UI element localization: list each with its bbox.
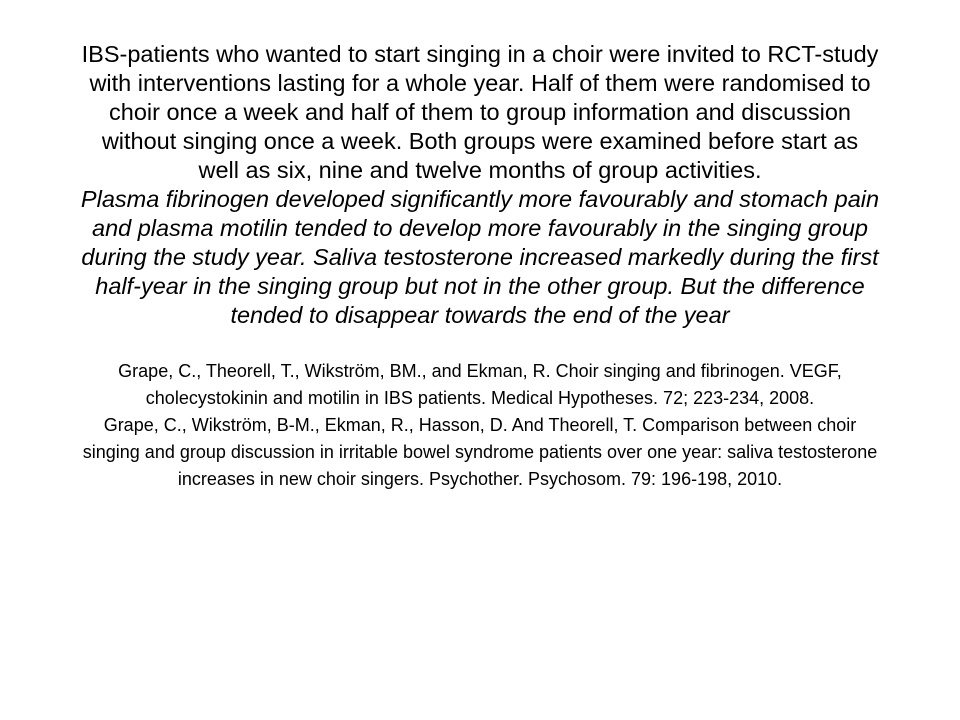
summary-block — [80, 40, 880, 330]
study-description: IBS-patients who wanted to start singing in a choir were invited to RCT-study with interventions lasting for a whole year. Half of them were randomised to choir once a week and half of them to group information and discussion without singing once a week. Both groups were examined before start as well as six, nine and twelve months of group activities. — [81, 41, 879, 183]
reference-2: Grape, C., Wikström, B-M., Ekman, R., Hasson, D. And Theorell, T. Comparison between choir singing and group discussion in irritable bowel syndrome patients over one year: saliva testosterone increases in new choir singers. Psychother. Psychosom. 79: 196-198, 2010. — [82, 415, 878, 489]
slide-content — [80, 40, 880, 493]
references — [80, 358, 880, 493]
reference-1: Grape, C., Theorell, T., Wikström, BM., and Ekman, R. Choir singing and fibrinogen. VEGF, cholecystokinin and motilin in IBS patients. Medical Hypotheses. 72; 223-234, 2008. — [118, 361, 842, 408]
study-findings: Plasma fibrinogen developed significantly more favourably and stomach pain and plasma motilin tended to develop more favourably in the singing group during the study year. Saliva testosterone increased markedly during the first half-year in the singing group but not in the other group. But the difference tended to disappear towards the end of the year — [80, 186, 880, 328]
